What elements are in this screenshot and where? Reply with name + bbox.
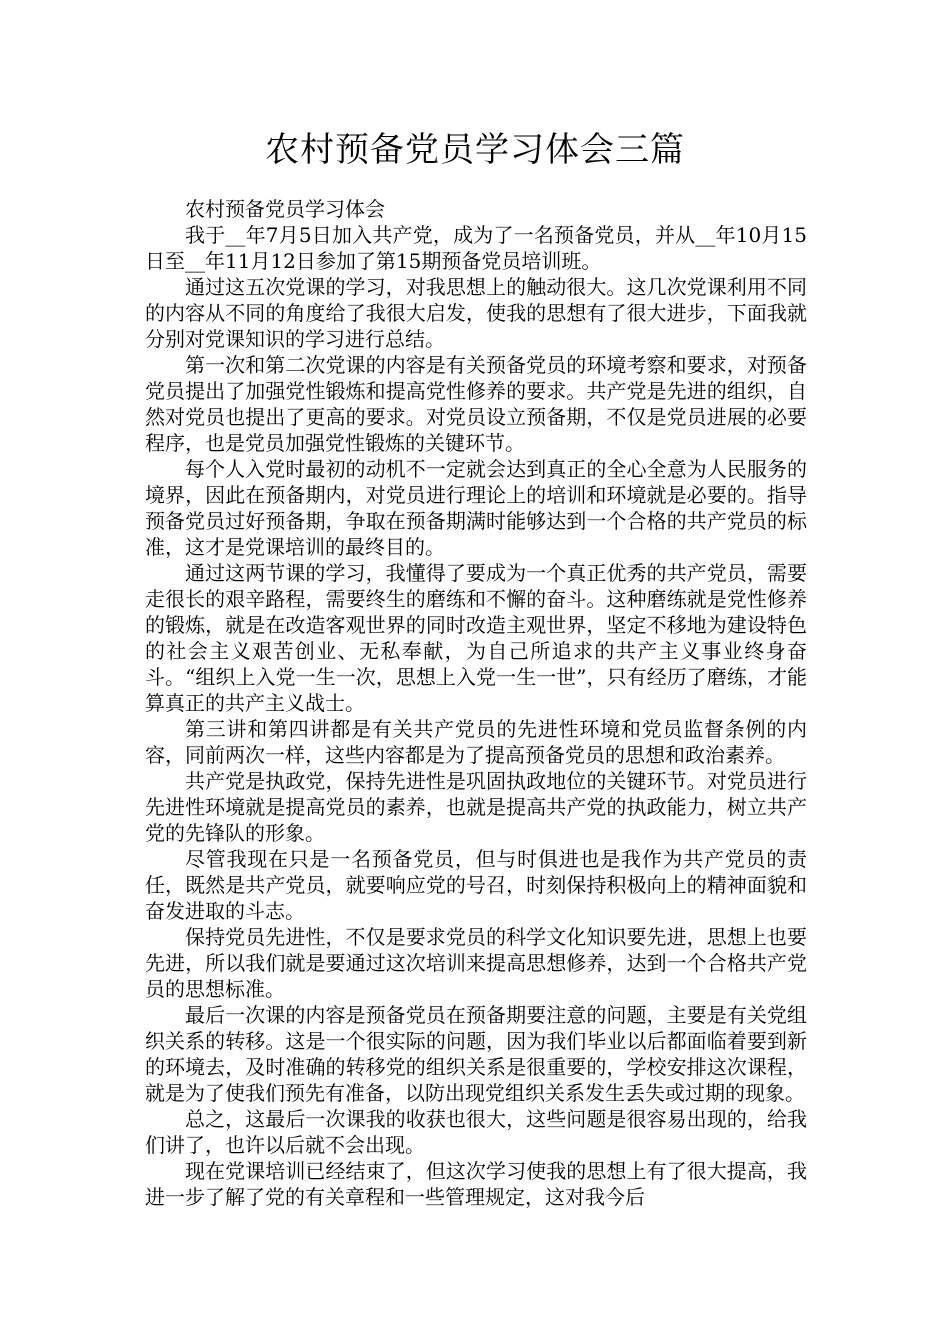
paragraph: 第一次和第二次党课的内容是有关预备党员的环境考察和要求，对预备党员提出了加强党性锻炼和提高党性修养的要求。共产党是先进的组织，自然对党员也提出了更高的要求。对党员设立预备期，不仅是党员进展的必要程序，也是党员加强党性锻炼的关键环节。 [145,353,807,455]
paragraph: 通过这两节课的学习，我懂得了要成为一个真正优秀的共产党员，需要走很长的艰辛路程，需要终生的磨练和不懈的奋斗。这种磨练就是党性修养的锻炼，就是在改造客观世界的同时改造主观世界，坚定不移地为建设特色的社会主义艰苦创业、无私奉献，为自己所追求的共产主义事业终身奋斗。“组织上入党一生一次，思想上入党一生一世”，只有经历了磨练，才能算真正的共产主义战士。 [145,561,807,715]
paragraph: 总之，这最后一次课我的收获也很大，这些问题是很容易出现的，给我们讲了，也许以后就不会出现。 [145,1107,807,1157]
paragraph: 通过这五次党课的学习，对我思想上的触动很大。这几次党课利用不同的内容从不同的角度给了我很大启发，使我的思想有了很大进步，下面我就分别对党课知识的学习进行总结。 [145,275,807,351]
paragraph: 现在党课培训已经结束了，但这次学习使我的思想上有了很大提高，我进一步了解了党的有关章程和一些管理规定，这对我今后 [145,1159,807,1209]
paragraph: 第三讲和第四讲都是有关共产党员的先进性环境和党员监督条例的内容，同前两次一样，这些内容都是为了提高预备党员的思想和政治素养。 [145,717,807,767]
paragraph: 每个人入党时最初的动机不一定就会达到真正的全心全意为人民服务的境界，因此在预备期内，对党员进行理论上的培训和环境就是必要的。指导预备党员过好预备期，争取在预备期满时能够达到一个合格的共产党员的标准，这才是党课培训的最终目的。 [145,457,807,559]
paragraph: 尽管我现在只是一名预备党员，但与时俱进也是我作为共产党员的责任，既然是共产党员，就要响应党的号召，时刻保持积极向上的精神面貌和奋发进取的斗志。 [145,847,807,923]
paragraph: 最后一次课的内容是预备党员在预备期要注意的问题，主要是有关党组织关系的转移。这是一个很实际的问题，因为我们毕业以后都面临着要到新的环境去，及时准确的转移党的组织关系是很重要的，学校安排这次课程，就是为了使我们预先有准备，以防出现党组织关系发生丢失或过期的现象。 [145,1003,807,1105]
paragraph-subtitle: 农村预备党员学习体会 [185,197,385,221]
paragraph: 共产党是执政党，保持先进性是巩固执政地位的关键环节。对党员进行先进性环境就是提高党员的素养，也就是提高共产党的执政能力，树立共产党的先锋队的形象。 [145,769,807,845]
document-body [145,196,807,1210]
paragraph: 我于__年7月5日加入共产党，成为了一名预备党员，并从__年10月15日至__年11月12日参加了第15期预备党员培训班。 [145,223,807,273]
document-title: 农村预备党员学习体会三篇 [265,130,685,170]
paragraph: 保持党员先进性，不仅是要求党员的科学文化知识要先进，思想上也要先进，所以我们就是要通过这次培训来提高思想修养，达到一个合格共产党员的思想标准。 [145,925,807,1001]
